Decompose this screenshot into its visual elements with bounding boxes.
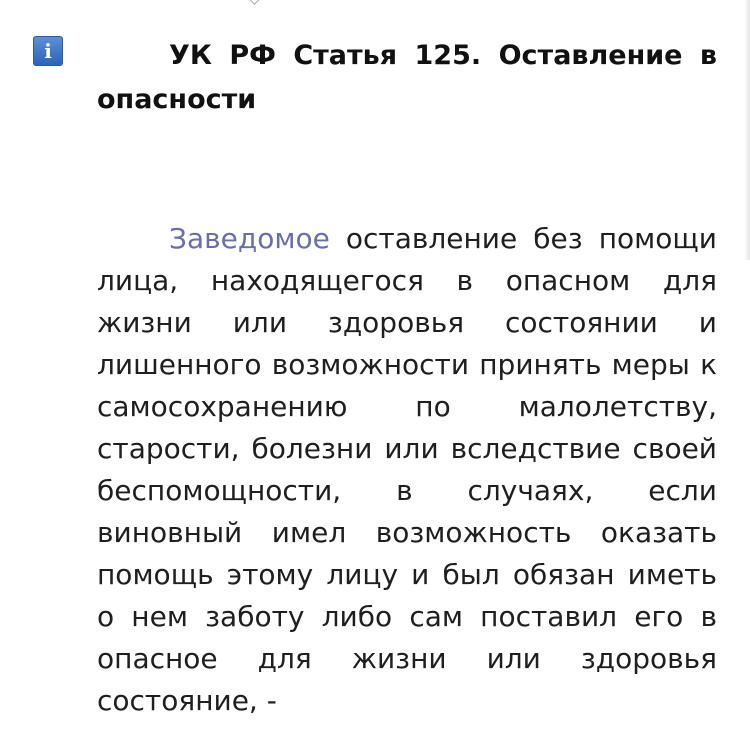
article-body-text: оставление без помощи лица, находящегося в опасном для жизни или здоровья состоянии и лишенного возможности принять меры к самосохранению по малолетству, старости, болезни или вследствие своей беспомощности, в случаях, если виновный имел возможность оказать помощь этому лицу и был обязан иметь о нем заботу либо сам поставил его в опасное для жизни или здоровья состояние, - xyxy=(97,222,717,717)
article-title: УК РФ Статья 125. Оставление в опасности xyxy=(97,40,717,115)
article-body xyxy=(97,218,717,722)
info-icon[interactable]: i xyxy=(33,36,63,66)
chevron-down-icon xyxy=(248,0,261,5)
scroll-edge xyxy=(744,0,750,260)
term-link-zavedomoe[interactable]: Заведомое xyxy=(169,222,330,255)
